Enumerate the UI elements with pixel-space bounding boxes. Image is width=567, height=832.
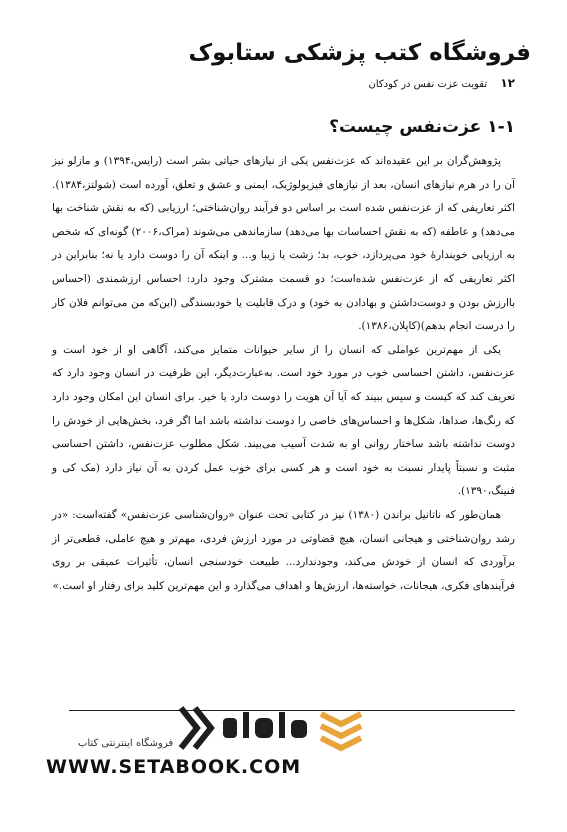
setabook-logo-icon [175, 698, 375, 758]
running-head [52, 76, 515, 92]
page-number: ۱۲ [500, 76, 515, 90]
paragraph-1: پژوهش‌گران بر این عقیده‌اند که عزت‌نفس یکی از نیازهای حیاتی بشر است (رایس،۱۳۹۴) و مازلو نیز آن را در هرم نیازهای انسان، بعد از نیازهای فیزیولوژیک، ایمنی و عشق و تعلق، آورده است (شولتز،۱۳۸۴). اکثر تعاریفی که از عزت‌نفس شده است بر اساس دو فرآیند روان‌شناختی؛ ارزیابی (که به نقش شناخت بها می‌دهد) و عاطفه (که به نقش احساسات بها می‌دهد) سازماندهی می‌شوند (مراک،۲۰۰۶) گونه‌ای که شخص به ارزیابی خویندارهٔ خود می‌پردازد، خوب، بد؛ زشت یا زیبا و... و اینکه آن را دوست دارد یا نه؛ بنابراین در اکثر تعاریفی که از عزت‌نفس شده‌است؛ دو قسمت مشترک وجود دارد: احساس ارزشمندی (احساس باارزش بودن و دوست‌داشتن و بهادادن به خود) و درک قابلیت یا خودبسندگی (این‌که من می‌توانم فلان کار را درست انجام بدهم)(کاپلان،۱۳۸۶). [52, 155, 515, 333]
paragraph-3: همان‌طور که ناتانیل براندن (۱۳۸۰) نیز در کتابی تحت عنوان «روان‌شناسی عزت‌نفس» گفته‌است: «در رشد روان‌شناختی و هیجانی انسان، هیچ قضاوتی در مورد ارزش فردی، مهم‌تر و هیچ عاملی، قطعی‌تر از برآوردی که انسان از خودش می‌کند، وجودندارد... طبیعت خودسنجی انسان، تأثیرات عمیقی بر روی فرآیندهای فکری، هیجانات، خواسته‌ها، ارزش‌ها و اهداف می‌گذارد و این مهم‌ترین کلید برای رفتار او است.» [52, 508, 515, 592]
body-text [52, 150, 515, 598]
section-heading: ۱-۱ عزت‌نفس چیست؟ [329, 117, 515, 137]
running-title: تقویت عزت نفس در کودکان [368, 79, 488, 90]
store-title: فروشگاه کتب پزشکی ستابوک [188, 40, 531, 66]
watermark-tagline: فروشگاه اینترنتی کتاب [78, 738, 174, 749]
paragraph-2: یکی از مهم‌ترین عواملی که انسان را از سایر حیوانات متمایز می‌کند، آگاهی او از خود است و عزت‌نفس، داشتن احساسی خوب در مورد خود است. به‌عبارت‌دیگر، این ظرفیت در انسان وجود دارد که تعریف کند که کیست و سپس ببیند که آیا آن هویت را دوست دارد یا خیر. برای انسان این امکان وجود دارد که رنگ‌ها، صداها، شکل‌ها و احساس‌های خاصی را دوست نداشته باشد اما اگر فرد، بخش‌هایی از خودش را دوست نداشته باشد ساختار روانی او به شدت آسیب می‌بیند. شکل مطلوب عزت‌نفس، داشتن احساسی مثبت و نسبتاً پایدار نسبت به خود است و هر کسی برای خوب عمل کردن به آن نیاز دارد (مک کی و فنینگ،۱۳۹۰). [52, 343, 515, 498]
website-url: WWW.SETABOOK.COM [46, 756, 302, 778]
